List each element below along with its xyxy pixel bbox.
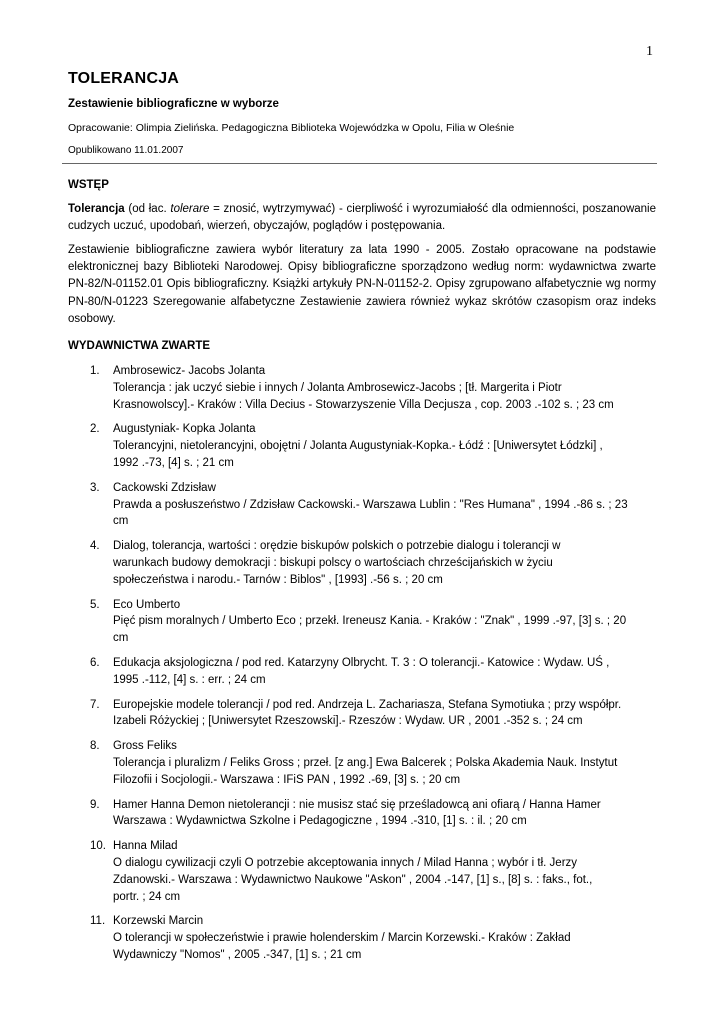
list-item: [68, 797, 658, 831]
entry-description-line: Tolerancyjni, nietolerancyjni, obojętni / Jolanta Augustyniak-Kopka.- Łódź : [Uniwersytet Łódzki] ,: [113, 440, 603, 453]
entry-heading: Dialog, tolerancja, wartości : orędzie biskupów polskich o potrzebie dialogu i tolerancji w: [113, 540, 561, 553]
entry-heading: Ambrosewicz- Jacobs Jolanta: [113, 365, 266, 377]
entry-description-line: Tolerancja : jak uczyć siebie i innych / Jolanta Ambrosewicz-Jacobs ; [tł. Margerita i Piotr: [113, 381, 562, 394]
intro-paragraph-scope: Zestawienie bibliograficzne zawiera wybór literatury za lata 1990 - 2005. Zostało opracowane na podstawie elektronicznej bazy Biblioteki Narodowej. Opisy bibliograficzne sporządzono według norm: wydawnictwa zwarte PN-82/N-01152.01 Opis bibliograficzny. Książki artykuły PN-N-01152-2. Opisy zgrupowano alfabetycznie wg normy PN-80/N-01223 Szeregowanie alfabetyczne Zestawienie zawiera również wykaz skrótów czasopism oraz indeks osobowy.: [68, 244, 656, 325]
entry-description-line: Warszawa : Wydawnictwa Szkolne i Pedagogiczne , 1994 .-310, [1] s. : il. ; 20 cm: [113, 815, 527, 828]
entry-number: 3.: [90, 481, 100, 494]
list-item: [68, 480, 658, 530]
entry-number: 2.: [90, 423, 100, 436]
entry-heading: Augustyniak- Kopka Jolanta: [113, 423, 256, 436]
list-item: [68, 655, 658, 689]
entry-number: 1.: [90, 365, 100, 377]
list-item: [68, 421, 658, 471]
page-number: 1: [646, 44, 653, 59]
entry-number: 10.: [90, 840, 106, 853]
entry-heading: Europejskie modele tolerancji / pod red. Andrzeja L. Zachariasza, Stefana Symotiuka ; przy współpr.: [113, 698, 622, 711]
entry-heading: Hamer Hanna Demon nietolerancji : nie musisz stać się prześladowcą ani ofiarą / Hanna Hamer: [113, 798, 601, 811]
entry-description-line: Wydawniczy "Nomos" , 2005 .-347, [1] s. ; 21 cm: [113, 948, 362, 961]
list-item: [68, 597, 658, 647]
entry-description-line: 1992 .-73, [4] s. ; 21 cm: [113, 456, 234, 469]
bibliography-list: [68, 363, 658, 964]
entry-number: 8.: [90, 740, 100, 753]
list-item: [68, 363, 658, 413]
prepared-by: Opracowanie: Olimpia Zielińska. Pedagogiczna Biblioteka Wojewódzka w Opolu, Filia w Oleśnie: [68, 122, 515, 134]
entry-number: 7.: [90, 698, 100, 711]
entry-heading: Gross Feliks: [113, 740, 177, 753]
entry-heading: Edukacja aksjologiczna / pod red. Katarzyny Olbrycht. T. 3 : O tolerancji.- Katowice : Wydaw. UŚ ,: [113, 656, 610, 669]
entry-description-line: Tolerancja i pluralizm / Feliks Gross ; przeł. [z ang.] Ewa Balcerek ; Polska Akademia Nauk. Instytut: [113, 756, 618, 769]
definition-part-1: (od łac.: [124, 203, 171, 215]
term: Tolerancja: [68, 203, 125, 215]
list-item: [68, 838, 658, 905]
list-item: [68, 913, 658, 963]
entry-description-line: warunkach budowy demokracji : biskupi polscy o wartościach chrześcijańskich w życiu: [113, 556, 553, 569]
entry-description-line: Zdanowski.- Warszawa : Wydawnictwo Naukowe "Askon" , 2004 .-147, [1] s., [8] s. : faks., fot.,: [113, 873, 593, 886]
entry-description-line: O tolerancji w społeczeństwie i prawie holenderskim / Marcin Korzewski.- Kraków : Zakład: [113, 932, 571, 945]
publication-date: Opublikowano 11.01.2007: [68, 145, 184, 156]
entry-description-line: cm: [113, 515, 129, 528]
entry-description-line: Prawda a posłuszeństwo / Zdzisław Cackowski.- Warszawa Lublin : "Res Humana" , 1994 .-86 s. ; 23: [113, 498, 628, 511]
entry-number: 6.: [90, 656, 100, 669]
entry-heading: Hanna Milad: [113, 840, 178, 853]
entry-number: 9.: [90, 798, 100, 811]
entry-heading: Eco Umberto: [113, 598, 181, 611]
intro-paragraph-definition: [68, 201, 656, 235]
latin-term: tolerare: [170, 203, 210, 215]
document-title: TOLERANCJA: [68, 70, 180, 87]
entry-heading: Korzewski Marcin: [113, 915, 204, 928]
entry-description-line: społeczeństwa i narodu.- Tarnów : Biblos" , [1993] .-56 s. ; 20 cm: [113, 573, 443, 586]
books-heading: WYDAWNICTWA ZWARTE: [68, 340, 211, 352]
list-item: [68, 538, 658, 588]
entry-description-line: Krasnowolscy].- Kraków : Villa Decius - Stowarzyszenie Villa Decjusza , cop. 2003 .-102 s. ; 23 cm: [113, 398, 614, 411]
definition-part-2: = znosić, wytrzymywać) - cierpliwość i wyrozumiałość dla odmienności, poszanowanie cudzych uczuć, upodobań, wierzeń, obyczajów, poglądów i postępowania.: [68, 203, 656, 233]
entry-description-line: Pięć pism moralnych / Umberto Eco ; przekł. Ireneusz Kania. - Kraków : "Znak" , 1999 .-97, [3] s. ; 20: [113, 615, 627, 628]
entry-description-line: Izabeli Różyckiej ; [Uniwersytet Rzeszowski].- Rzeszów : Wydaw. UR , 2001 .-352 s. ; 24 cm: [113, 715, 583, 728]
entry-description-line: portr. ; 24 cm: [113, 890, 181, 903]
entry-number: 5.: [90, 598, 100, 611]
entry-description-line: 1995 .-112, [4] s. : err. ; 24 cm: [113, 673, 266, 686]
entry-number: 4.: [90, 540, 100, 553]
entry-description-line: cm: [113, 632, 129, 645]
entry-number: 11.: [90, 915, 106, 928]
document-subtitle: Zestawienie bibliograficzne w wyborze: [68, 98, 279, 110]
header-divider: [62, 163, 657, 164]
entry-description-line: O dialogu cywilizacji czyli O potrzebie akceptowania innych / Milad Hanna ; wybór i tł. Jerzy: [113, 856, 578, 869]
list-item: [68, 738, 658, 788]
intro-heading: WSTĘP: [68, 179, 109, 191]
entry-description-line: Filozofii i Socjologii.- Warszawa : IFiS PAN , 1992 .-69, [3] s. ; 20 cm: [113, 773, 461, 786]
entry-heading: Cackowski Zdzisław: [113, 481, 216, 494]
list-item: [68, 697, 658, 731]
